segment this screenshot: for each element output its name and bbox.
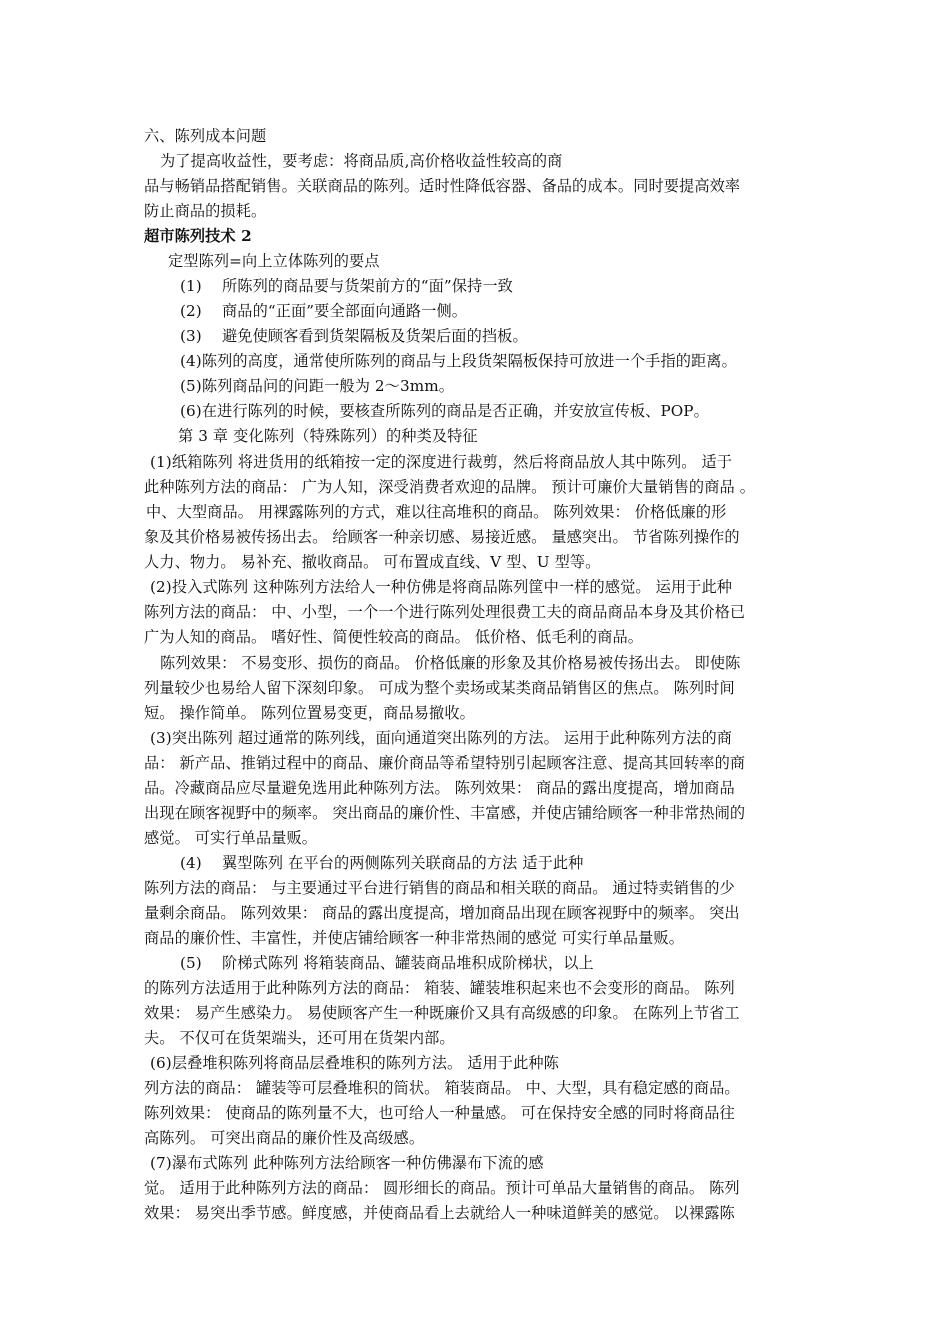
- chapter-heading: 第 3 章 变化陈列（特殊陈列）的种类及特征: [178, 427, 478, 445]
- paragraph-line: 陈列方法的商品： 中、小型，一个一个进行陈列处理很费工夫的商品商品本身及其价格已: [144, 603, 746, 621]
- list-item-text: 翼型陈列 在平台的两侧陈列关联商品的方法 适于此种: [222, 854, 584, 872]
- paragraph-line: 防止商品的损耗。: [144, 202, 267, 220]
- paragraph-line: 陈列效果： 使商品的陈列量不大，也可给人一种量感。 可在保持安全感的同时将商品往: [144, 1104, 735, 1122]
- paragraph-line: 中、大型商品。 用裸露陈列的方式，难以往高堆积的商品。 陈列效果： 价格低廉的形: [146, 503, 727, 521]
- paragraph-line: 短。 操作简单。 陈列位置易变更，商品易撤收。: [144, 704, 475, 722]
- paragraph-line: 感觉。 可实行单品量贩。: [144, 829, 318, 847]
- paragraph-line: 象及其价格易被传扬出去。 给顾客一种亲切感、易接近感。 量感突出。 节省陈列操作的: [144, 528, 740, 546]
- list-item: [180, 299, 467, 323]
- list-item-text: 避免使顾客看到货架隔板及货架后面的挡板。: [222, 327, 528, 345]
- paragraph-line: 夫。 不仅可在货架端头，还可用在货架内部。: [144, 1029, 455, 1047]
- subsection-heading: 定型陈列=向上立体陈列的要点: [168, 252, 380, 270]
- paragraph-line: 觉。 适用于此种陈列方法的商品： 圆形细长的商品。预计可单品大量销售的商品。 陈列: [144, 1179, 740, 1197]
- paragraph-line: (6)层叠堆积陈列将商品层叠堆积的陈列方法。 适用于此种陈: [150, 1054, 559, 1072]
- paragraph-line: 为了提高收益性，要考虑：将商品质,高价格收益性较高的商: [160, 152, 563, 170]
- paragraph-line: (2)投入式陈列 这种陈列方法给人一种仿佛是将商品陈列筐中一样的感觉。 运用于此种: [150, 578, 733, 596]
- list-item: (5)陈列商品问的问距一般为 2～3mm。: [180, 377, 455, 395]
- paragraph-line: 品。冷藏商品应尽量避免选用此种陈列方法。 陈列效果： 商品的露出度提高，增加商品: [144, 779, 735, 797]
- paragraph-line: 陈列方法的商品： 与主要通过平台进行销售的商品和相关联的商品。 通过特卖销售的少: [144, 879, 735, 897]
- list-item-text: 商品的“正面”要全部面向通路一侧。: [222, 302, 468, 320]
- list-item: (4)陈列的高度，通常使所陈列的商品与上段货架隔板保持可放进一个手指的距离。: [180, 352, 737, 370]
- paragraph-line: 量剩余商品。 陈列效果： 商品的露出度提高，增加商品出现在顾客视野中的频率。 突出: [144, 904, 740, 922]
- paragraph-line: (7)瀑布式陈列 此种陈列方法给顾客一种仿佛瀑布下流的感: [150, 1154, 544, 1172]
- list-item: [180, 851, 583, 875]
- paragraph-line: 效果： 易产生感染力。 易使顾客产生一种既廉价又具有高级感的印象。 在陈列上节省工: [144, 1004, 740, 1022]
- list-item: [180, 951, 594, 975]
- paragraph-line: 列量较少也易给人留下深刻印象。 可成为整个卖场或某类商品销售区的焦点。 陈列时间: [144, 679, 735, 697]
- document-title: 超市陈列技术 2: [144, 227, 252, 245]
- list-number: (3): [180, 327, 202, 345]
- list-number: (4): [180, 854, 202, 872]
- list-item: [180, 274, 513, 298]
- paragraph-line: 品与畅销品搭配销售。关联商品的陈列。适时性降低容器、备品的成本。同时要提高效率: [144, 177, 741, 195]
- paragraph-line: 商品的廉价性、丰富性，并使店铺给顾客一种非常热闹的感觉 可实行单品量贩。: [144, 929, 684, 947]
- paragraph-line: 广为人知的商品。 嗜好性、简便性较高的商品。 低价格、低毛利的商品。: [144, 628, 644, 646]
- section-heading: 六、陈列成本问题: [144, 127, 267, 145]
- list-item-text: 阶梯式陈列 将箱装商品、罐装商品堆积成阶梯状，以上: [222, 954, 594, 972]
- paragraph-line: 列方法的商品： 罐装等可层叠堆积的筒状。 箱装商品。 中、大型，具有稳定感的商品。: [144, 1079, 740, 1097]
- list-number: (2): [180, 302, 202, 320]
- paragraph-line: 效果： 易突出季节感。鲜度感，并使商品看上去就给人一种味道鲜美的感觉。 以裸露陈: [144, 1204, 735, 1222]
- list-item: [180, 324, 528, 348]
- paragraph-line: 人力、物力。 易补充、撤收商品。 可布置成直线、V 型、U 型等。: [144, 553, 601, 571]
- list-number: (1): [180, 277, 202, 295]
- list-number: (5): [180, 954, 202, 972]
- paragraph-line: 品： 新产品、推销过程中的商品、廉价商品等希望特别引起顾客注意、提高其回转率的商: [144, 754, 746, 772]
- list-item: (6)在进行陈列的时候，要核查所陈列的商品是否正确，并安放宣传板、POP。: [180, 402, 709, 420]
- paragraph-line: (1)纸箱陈列 将进货用的纸箱按一定的深度进行裁剪，然后将商品放人其中陈列。 适于: [150, 453, 733, 471]
- paragraph-line: (3)突出陈列 超过通常的陈列线，面向通道突出陈列的方法。 运用于此种陈列方法的商: [150, 729, 733, 747]
- list-item-text: 所陈列的商品要与货架前方的“面”保持一致: [222, 277, 513, 295]
- paragraph-line: 出现在顾客视野中的频率。 突出商品的廉价性、丰富感，并使店铺给顾客一种非常热闹的: [144, 804, 746, 822]
- paragraph-line: 的陈列方法适用于此种陈列方法的商品： 箱装、罐装堆积起来也不会变形的商品。 陈列: [144, 979, 735, 997]
- paragraph-line: 陈列效果： 不易变形、损伤的商品。 价格低廉的形象及其价格易被传扬出去。 即使陈: [160, 654, 741, 672]
- paragraph-line: 高陈列。 可突出商品的廉价性及高级感。: [144, 1129, 425, 1147]
- paragraph-line: 此种陈列方法的商品： 广为人知，深受消费者欢迎的品牌。 预计可廉价大量销售的商品 。: [144, 478, 755, 496]
